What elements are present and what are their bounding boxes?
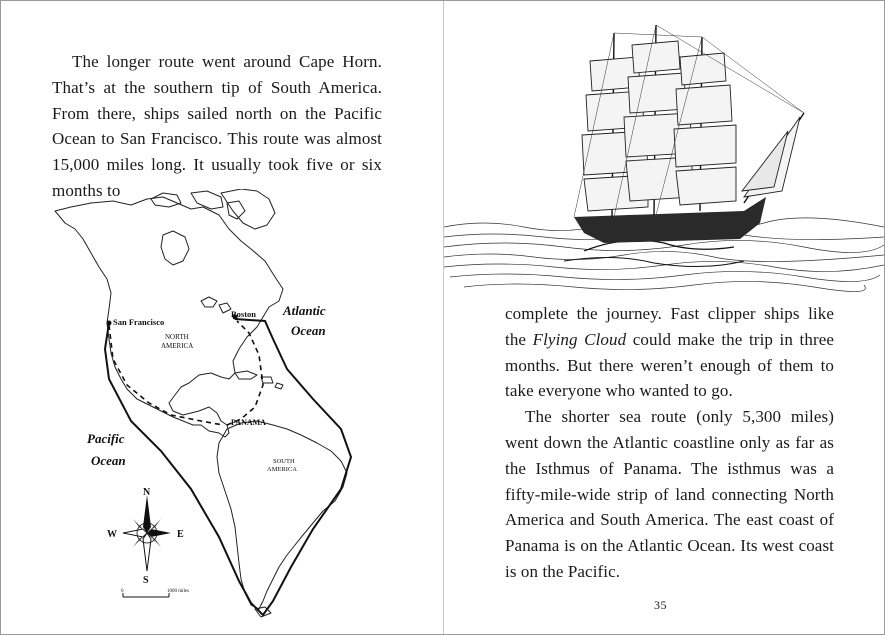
clipper-ship-illustration (444, 21, 884, 301)
compass-rose (123, 495, 171, 571)
right-paragraph-2: The shorter sea route (only 5,300 miles) went down the Atlantic coastline only as far as the Isthmus of Panama. The isthmus was a fifty-mile-wide strip of land connecting North America and South America. The east coast of Panama is on the Atlantic Ocean. Its west coast is on the Pacific. (505, 407, 834, 581)
ship-sails (582, 41, 800, 211)
label-san-francisco: San Francisco (113, 317, 165, 327)
left-text-block (52, 49, 382, 204)
label-atlantic: Atlantic (283, 303, 326, 318)
compass-e: E (177, 529, 184, 540)
compass-w: W (107, 529, 117, 540)
label-atlantic-ocean: Ocean (291, 323, 326, 338)
label-south-america: AMERICA (267, 466, 297, 473)
great-lakes (201, 297, 231, 313)
south-america-landmass (217, 421, 347, 609)
paragraph1-part-a: complete the journey. Fast clipper ships like the (505, 304, 834, 349)
left-paragraph: The longer route went around Cape Horn. That’s at the southern tip of South America. From there, ships sailed north on the Pacific Ocean to San Francisco. This route was almost 15,000 miles long. It usually took five or six months to (52, 52, 382, 200)
right-paragraph-1 (505, 301, 834, 404)
scale-bar (123, 593, 169, 597)
cape-horn-route (105, 319, 351, 615)
compass-s: S (143, 575, 149, 586)
label-boston: Boston (231, 309, 257, 319)
greenland-edge (221, 189, 275, 229)
right-text-block (505, 301, 834, 585)
label-north: NORTH (165, 333, 189, 341)
right-page (444, 1, 884, 634)
label-south: SOUTH (273, 458, 295, 465)
label-pacific-ocean: Ocean (91, 453, 126, 468)
scale-zero: 0 (121, 589, 124, 594)
compass-n: N (143, 487, 151, 498)
route-map (51, 189, 391, 629)
san-francisco-marker (107, 321, 112, 326)
label-pacific: Pacific (87, 431, 125, 446)
label-north-america: AMERICA (161, 342, 194, 350)
scale-distance: 1000 miles (167, 589, 190, 594)
hudson-bay (161, 231, 189, 265)
ship-name-flying-cloud: Flying Cloud (532, 329, 627, 349)
label-panama: PANAMA (231, 418, 266, 427)
caribbean-islands (235, 371, 283, 389)
arctic-islands (151, 191, 245, 219)
left-page (1, 1, 443, 634)
paragraph1-part-b: could make the trip in three months. But there weren’t enough of them to take everyone who wanted to go. (505, 329, 834, 401)
page-number: 35 (654, 598, 667, 612)
